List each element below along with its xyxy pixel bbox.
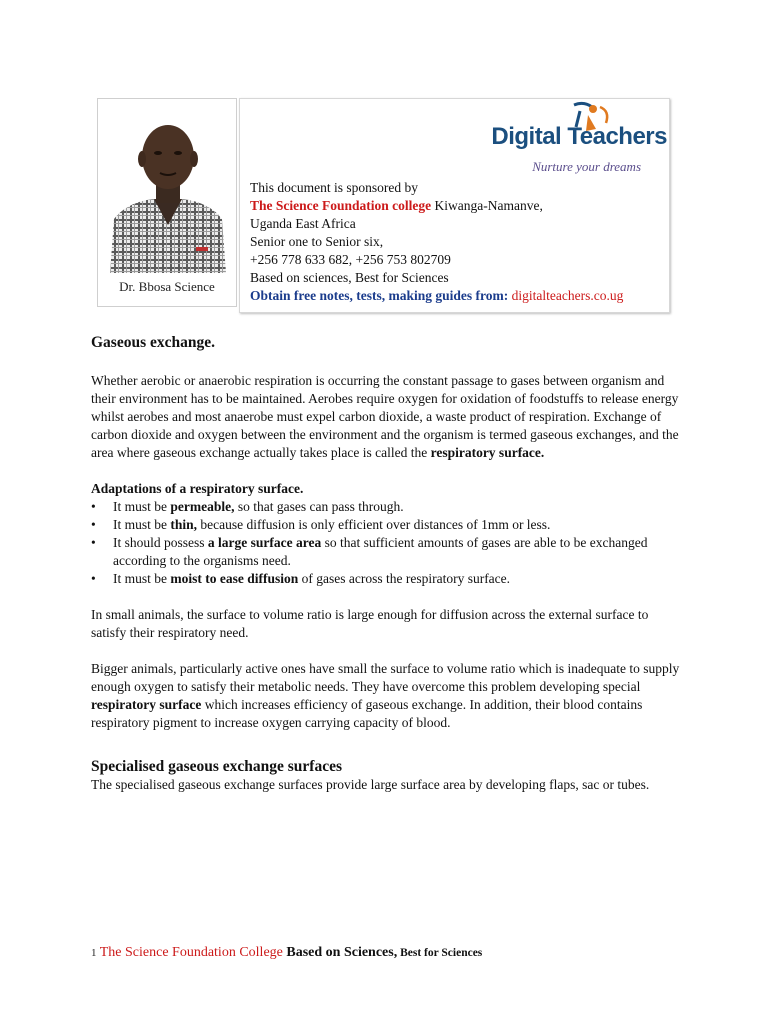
paragraph-text: which increases efficiency of gaseous exchange. In addition, their blood contains respiratory pigment to increase oxygen carrying capacity of blood.: [91, 697, 643, 730]
list-item: [91, 534, 681, 570]
sponsor-phone: +256 778 633 682, +256 753 802709: [250, 252, 451, 267]
small-animals-paragraph: In small animals, the surface to volume ratio is large enough for diffusion across the external surface to satisfy their respiratory need.: [91, 607, 649, 640]
bullet-bold: permeable,: [170, 499, 235, 514]
college-location: Kiwanga-Namanve,: [431, 198, 543, 213]
bullet-icon: •: [91, 499, 96, 514]
website-link[interactable]: digitalteachers.co.ug: [508, 288, 624, 303]
page-number: 1: [91, 947, 97, 959]
bigger-animals-paragraph: [91, 660, 681, 732]
website-label: Obtain free notes, tests, making guides from:: [250, 288, 509, 303]
bullet-icon: •: [91, 571, 96, 586]
sponsor-website-line: [250, 287, 623, 305]
sponsor-line: This document is sponsored by: [250, 180, 418, 195]
sponsor-box: [239, 98, 670, 313]
paragraph-text: Bigger animals, particularly active ones have small the surface to volume ratio which is inadequate to supply enough oxygen to satisfy their metabolic needs. They have overcome this problem developing special: [91, 661, 680, 694]
adaptations-heading: Adaptations of a respiratory surface.: [91, 481, 304, 496]
page-footer: [91, 944, 482, 961]
specialised-surfaces-paragraph: The specialised gaseous exchange surfaces provide large surface area by developing flaps, sac or tubes.: [91, 777, 650, 792]
bullet-bold: a large surface area: [207, 535, 322, 550]
sponsor-details: [250, 179, 623, 305]
list-item: [91, 498, 681, 516]
intro-bold-term: respiratory surface.: [430, 445, 545, 460]
footer-based: Based on Sciences,: [282, 945, 398, 960]
sponsor-banner: [97, 98, 670, 313]
bullet-text: so that gases can pass through.: [234, 499, 404, 514]
bullet-icon: •: [91, 517, 96, 532]
bullet-text: It must be: [113, 499, 171, 514]
document-body: [91, 334, 681, 794]
bullet-bold: moist to ease diffusion: [170, 571, 299, 586]
sponsor-motto: Based on sciences, Best for Sciences: [250, 270, 449, 285]
bullet-bold: thin,: [170, 517, 198, 532]
logo-tagline: Nurture your dreams: [532, 159, 641, 174]
bullet-text: It must be: [113, 571, 171, 586]
author-photo: [106, 107, 230, 273]
page-title: Gaseous exchange.: [91, 334, 215, 351]
college-name: The Science Foundation college: [250, 198, 432, 213]
bullet-text: of gases across the respiratory surface.: [298, 571, 511, 586]
paragraph-bold-term: respiratory surface: [91, 697, 202, 712]
footer-college: The Science Foundation College: [96, 945, 283, 960]
bullet-text: It should possess: [113, 535, 208, 550]
footer-best: Best for Sciences: [397, 947, 483, 959]
sponsor-line: Uganda East Africa: [250, 216, 356, 231]
intro-text: Whether aerobic or anaerobic respiration is occurring the constant passage to gases between organism and their environment has to be maintained. Aerobes require oxygen for oxidation of foodstuffs to release energy whilst aerobes and most anaerobe must expel carbon dioxide, a waste product of respiration. Exchange of carbon dioxide and oxygen between the environment and the organism is termed gaseous exchanges, and the area where gaseous exchange actually takes place is called the: [91, 373, 679, 460]
author-photo-frame: [97, 98, 237, 307]
intro-paragraph: [91, 372, 681, 462]
list-item: [91, 570, 681, 588]
sponsor-line: Senior one to Senior six,: [250, 234, 384, 249]
list-item: [91, 516, 681, 534]
section-heading: Specialised gaseous exchange surfaces: [91, 758, 343, 775]
adaptations-list: [91, 498, 681, 588]
sponsor-college-line: [250, 197, 623, 215]
bullet-text: because diffusion is only efficient over distances of 1mm or less.: [197, 517, 551, 532]
bullet-text: so that sufficient amounts of gases are able to be exchanged according to the organisms need.: [113, 535, 648, 568]
photo-caption: Dr. Bbosa Science: [119, 279, 215, 294]
bullet-icon: •: [91, 535, 96, 550]
bullet-text: It must be: [113, 517, 171, 532]
logo-text: Digital Teachers: [491, 123, 667, 150]
